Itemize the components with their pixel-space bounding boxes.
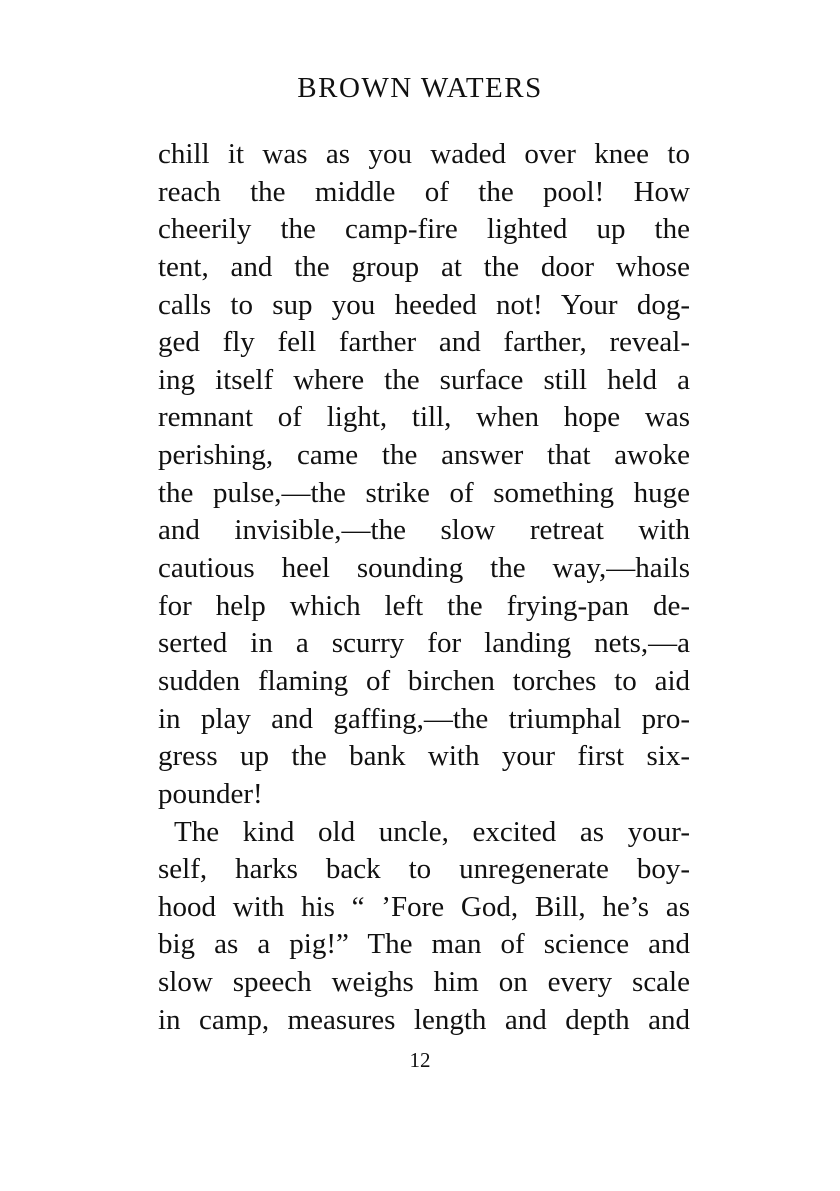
text-line: The kind old uncle, excited as your- xyxy=(174,815,690,848)
running-head: BROWN WATERS xyxy=(297,72,543,104)
text-line: remnant of light, till, when hope was xyxy=(158,401,690,434)
text-line: reach the middle of the pool! How xyxy=(158,175,690,208)
text-line: in play and gaffing,—the triumphal pro- xyxy=(158,702,690,735)
text-line: perishing, came the answer that awoke xyxy=(158,439,690,472)
text-line: calls to sup you heeded not! Your dog- xyxy=(158,288,690,321)
text-line: cheerily the camp-fire lighted up the xyxy=(158,213,690,246)
text-line: self, harks back to unregenerate boy- xyxy=(158,853,690,886)
page-number: 12 xyxy=(409,1048,431,1072)
text-line: sudden flaming of birchen torches to aid xyxy=(158,664,690,697)
text-line: chill it was as you waded over knee to xyxy=(158,138,690,170)
text-line: pounder! xyxy=(158,777,263,810)
text-line: in camp, measures length and depth and xyxy=(158,1003,690,1036)
body-text xyxy=(158,135,690,1038)
paragraph-2 xyxy=(158,813,690,1039)
text-line: cautious heel sounding the way,—hails xyxy=(158,552,690,585)
text-line: serted in a scurry for landing nets,—a xyxy=(158,627,690,660)
paragraph-1 xyxy=(158,135,690,813)
text-line: ged fly fell farther and farther, reveal- xyxy=(158,326,690,359)
text-line: slow speech weighs him on every scale xyxy=(158,966,690,999)
text-line: for help which left the frying-pan de- xyxy=(158,589,690,622)
text-line: and invisible,—the slow retreat with xyxy=(158,514,690,547)
text-line: the pulse,—the strike of something huge xyxy=(158,476,690,509)
text-line: hood with his “ ’Fore God, Bill, he’s as xyxy=(158,890,690,923)
text-line: ing itself where the surface still held a xyxy=(158,363,690,396)
text-line: big as a pig!” The man of science and xyxy=(158,928,690,961)
text-line: gress up the bank with your first six- xyxy=(158,740,690,773)
text-line: tent, and the group at the door whose xyxy=(158,250,690,283)
